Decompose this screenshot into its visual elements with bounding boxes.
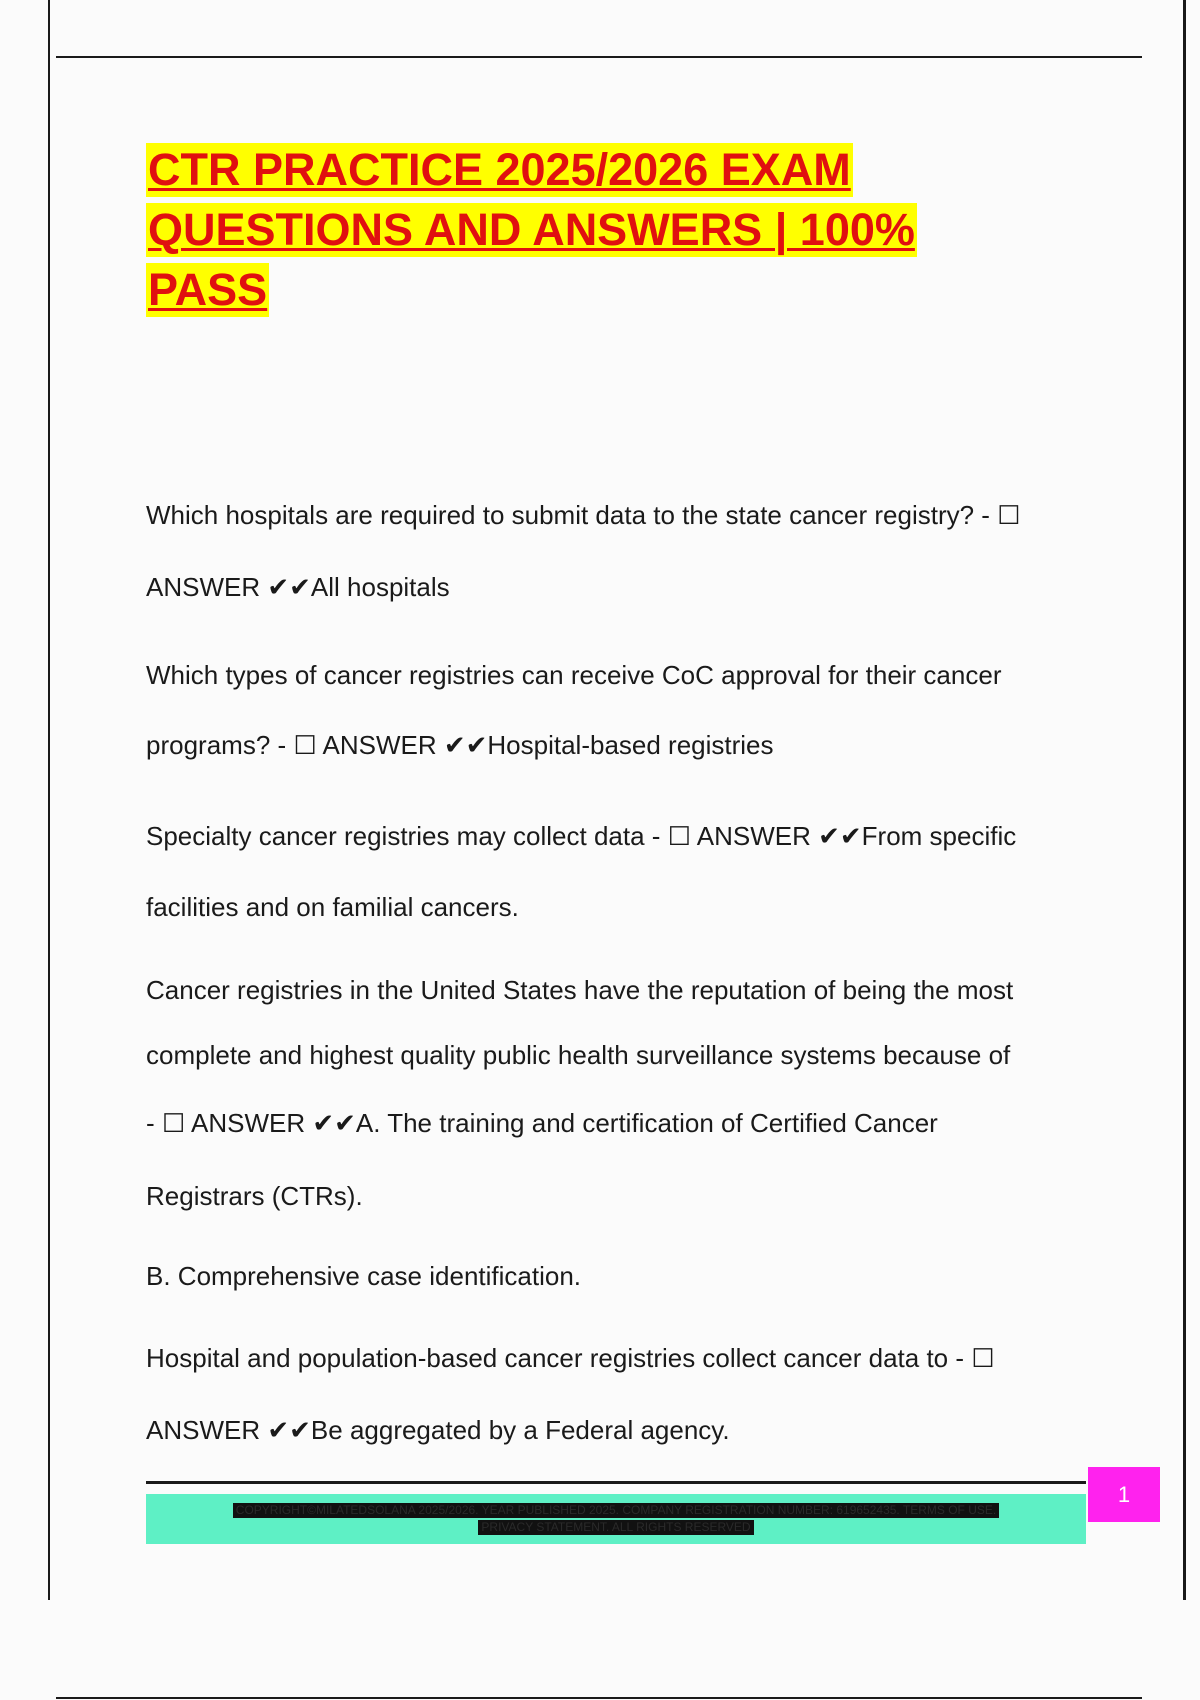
title-line: CTR PRACTICE 2025/2026 EXAM <box>148 144 851 195</box>
page-border-left <box>48 0 50 1600</box>
question-answer-text: programs? - ☐ ANSWER ✔✔Hospital-based registries <box>146 730 774 760</box>
copyright-text: COPYRIGHT©MILATEDSOLANA 2025/2026. YEAR PUBLISHED 2025. COMPANY REGISTRATION NUMBER: 619652435. TERMS OF USE. <box>233 1503 999 1518</box>
title-line: QUESTIONS AND ANSWERS | 100% <box>148 204 915 255</box>
answer-text: - ☐ ANSWER ✔✔A. The training and certification of Certified Cancer <box>146 1108 938 1138</box>
answer-text: B. Comprehensive case identification. <box>146 1261 582 1291</box>
question-answer-text: Specialty cancer registries may collect data - ☐ ANSWER ✔✔From specific <box>146 821 1017 851</box>
title-line: PASS <box>148 264 268 315</box>
question-text: Hospital and population-based cancer registries collect cancer data to - ☐ <box>146 1343 995 1373</box>
page-border-right <box>1183 0 1186 1600</box>
question-text: Cancer registries in the United States have the reputation of being the most <box>146 975 1014 1005</box>
answer-text: Registrars (CTRs). <box>146 1181 363 1211</box>
page-number-badge: 1 <box>1088 1467 1160 1522</box>
footer-rule <box>146 1481 1086 1484</box>
answer-text: ANSWER ✔✔Be aggregated by a Federal agency. <box>146 1415 730 1445</box>
copyright-text: PRIVACY STATEMENT. ALL RIGHTS RESERVED <box>478 1520 753 1535</box>
header-rule <box>56 56 1142 58</box>
answer-text: ANSWER ✔✔All hospitals <box>146 572 450 602</box>
question-text: Which hospitals are required to submit data to the state cancer registry? - ☐ <box>146 500 1021 530</box>
copyright-footer <box>146 1494 1086 1544</box>
next-page-rule <box>56 1697 1142 1699</box>
document-title <box>146 143 1106 323</box>
answer-text: facilities and on familial cancers. <box>146 892 519 922</box>
question-text: complete and highest quality public health surveillance systems because of <box>146 1040 1011 1070</box>
question-text: Which types of cancer registries can receive CoC approval for their cancer <box>146 660 1002 690</box>
